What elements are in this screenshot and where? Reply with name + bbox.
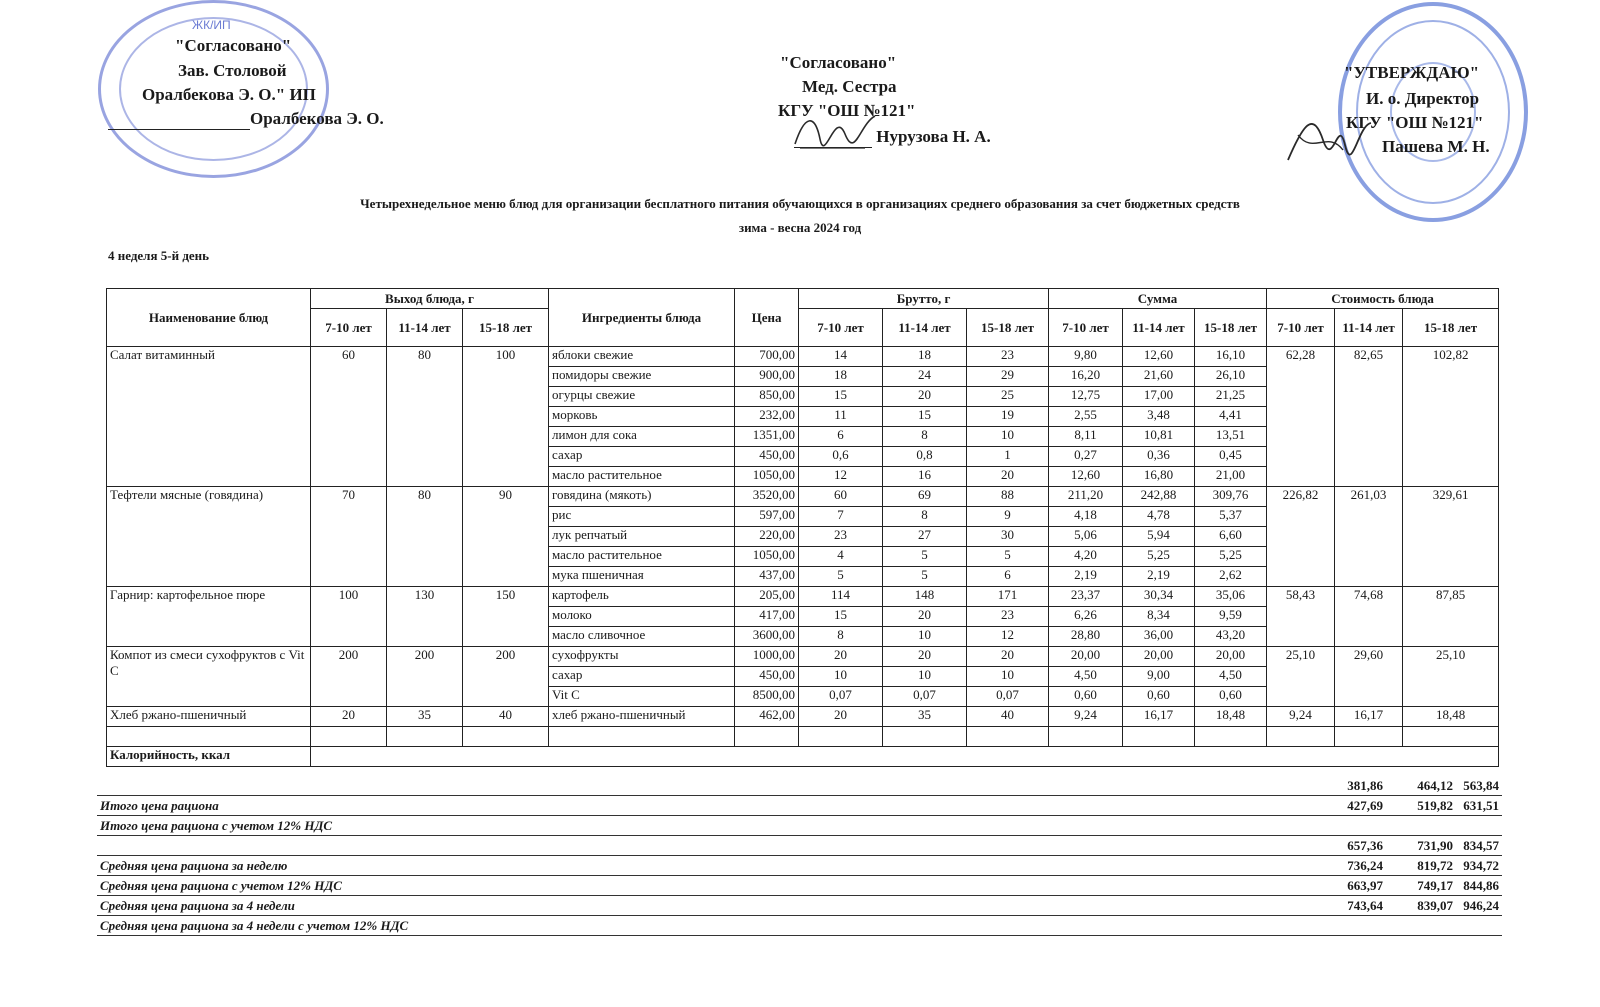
summary-label: Средняя цена рациона с учетом 12% НДС [100, 878, 342, 893]
ingredient-sum: 18,48 [1195, 707, 1267, 727]
summary-value: 381,86 [1347, 778, 1383, 793]
ingredient-sum: 2,55 [1049, 407, 1123, 427]
ingredient-brutto: 20 [799, 647, 883, 667]
ingredient-brutto: 15 [883, 407, 967, 427]
menu-table-body [107, 347, 1499, 767]
ingredient-price: 1050,00 [735, 467, 799, 487]
ingredient-brutto: 20 [883, 387, 967, 407]
ingredient-brutto: 69 [883, 487, 967, 507]
ingredient-sum: 0,45 [1195, 447, 1267, 467]
ingredient-brutto: 171 [967, 587, 1049, 607]
summary-row [97, 776, 1502, 796]
empty-cell [1195, 727, 1267, 747]
summary-row [97, 796, 1502, 816]
summary-value: 934,72 [1463, 858, 1499, 873]
ingredient-price: 462,00 [735, 707, 799, 727]
ingredient-sum: 16,10 [1195, 347, 1267, 367]
ingredient-name: масло растительное [549, 467, 735, 487]
dish-cost: 62,28 [1267, 347, 1335, 487]
ingredient-price: 850,00 [735, 387, 799, 407]
ingredient-brutto: 5 [799, 567, 883, 587]
ingredient-brutto: 8 [883, 427, 967, 447]
ingredient-sum: 5,06 [1049, 527, 1123, 547]
ingredient-sum: 211,20 [1049, 487, 1123, 507]
approval-middle-line2: Мед. Сестра [802, 77, 897, 96]
header-price: Цена [735, 289, 799, 347]
ingredient-sum: 4,50 [1049, 667, 1123, 687]
week-day-label: 4 неделя 5-й день [108, 248, 210, 263]
calorie-values [311, 747, 1499, 767]
ingredient-brutto: 10 [799, 667, 883, 687]
calorie-row [107, 747, 1499, 767]
ingredient-brutto: 23 [799, 527, 883, 547]
ingredient-name: масло сливочное [549, 627, 735, 647]
ingredient-name: огурцы свежие [549, 387, 735, 407]
header-age: 11-14 лет [387, 309, 463, 347]
ingredient-sum: 3,48 [1123, 407, 1195, 427]
ingredient-sum: 4,50 [1195, 667, 1267, 687]
ingredient-sum: 13,51 [1195, 427, 1267, 447]
approval-middle-line1: "Согласовано" [780, 53, 897, 72]
ingredient-sum: 30,34 [1123, 587, 1195, 607]
empty-cell [799, 727, 883, 747]
ingredient-sum: 4,78 [1123, 507, 1195, 527]
summary-value: 946,24 [1463, 898, 1499, 913]
ingredient-name: молоко [549, 607, 735, 627]
ingredient-brutto: 20 [967, 467, 1049, 487]
summary-row [97, 876, 1502, 896]
header-dish-name: Наименование блюд [107, 289, 311, 347]
ingredient-brutto: 14 [799, 347, 883, 367]
ingredient-sum: 12,75 [1049, 387, 1123, 407]
ingredient-name: картофель [549, 587, 735, 607]
header-age: 15-18 лет [1195, 309, 1267, 347]
dish-yield: 90 [463, 487, 549, 587]
empty-cell [735, 727, 799, 747]
empty-cell [1335, 727, 1403, 747]
dish-yield: 80 [387, 347, 463, 487]
ingredient-sum: 16,17 [1123, 707, 1195, 727]
summary-value: 743,64 [1347, 898, 1383, 913]
ingredient-name: помидоры свежие [549, 367, 735, 387]
ingredient-brutto: 20 [883, 647, 967, 667]
ingredient-brutto: 10 [967, 667, 1049, 687]
summary-value: 731,90 [1417, 838, 1453, 853]
ingredient-sum: 9,24 [1049, 707, 1123, 727]
empty-cell [1403, 727, 1499, 747]
summary-row [97, 896, 1502, 916]
dish-cost: 261,03 [1335, 487, 1403, 587]
summary-row [97, 836, 1502, 856]
ingredient-sum: 12,60 [1049, 467, 1123, 487]
menu-table [106, 288, 1499, 767]
ingredient-sum: 36,00 [1123, 627, 1195, 647]
summary-label: Средняя цена рациона за 4 недели [100, 898, 295, 913]
ingredient-price: 700,00 [735, 347, 799, 367]
dish-yield: 60 [311, 347, 387, 487]
ingredient-name: морковь [549, 407, 735, 427]
ingredient-brutto: 0,07 [967, 687, 1049, 707]
ingredient-sum: 43,20 [1195, 627, 1267, 647]
table-row-empty [107, 727, 1499, 747]
summary-value: 663,97 [1347, 878, 1383, 893]
summary-value: 657,36 [1347, 838, 1383, 853]
ingredient-sum: 5,37 [1195, 507, 1267, 527]
ingredient-name: яблоки свежие [549, 347, 735, 367]
empty-cell [883, 727, 967, 747]
ingredient-brutto: 4 [799, 547, 883, 567]
dish-name: Салат витаминный [107, 347, 311, 487]
ingredient-brutto: 148 [883, 587, 967, 607]
ingredient-brutto: 10 [883, 627, 967, 647]
ingredient-brutto: 8 [799, 627, 883, 647]
header-cost: Стоимость блюда [1267, 289, 1499, 309]
summary-label: Итого цена рациона [100, 798, 219, 813]
summary-value: 736,24 [1347, 858, 1383, 873]
signature-middle [790, 104, 880, 154]
ingredient-name: Vit C [549, 687, 735, 707]
ingredient-brutto: 1 [967, 447, 1049, 467]
empty-cell [549, 727, 735, 747]
ingredient-sum: 16,80 [1123, 467, 1195, 487]
header-brutto: Брутто, г [799, 289, 1049, 309]
dish-cost: 58,43 [1267, 587, 1335, 647]
empty-cell [311, 727, 387, 747]
ingredient-sum: 309,76 [1195, 487, 1267, 507]
dish-yield: 100 [463, 347, 549, 487]
ingredient-sum: 35,06 [1195, 587, 1267, 607]
dish-yield: 40 [463, 707, 549, 727]
dish-cost: 329,61 [1403, 487, 1499, 587]
ingredient-price: 450,00 [735, 667, 799, 687]
dish-yield: 20 [311, 707, 387, 727]
ingredient-name: рис [549, 507, 735, 527]
ingredient-sum: 23,37 [1049, 587, 1123, 607]
ingredient-brutto: 20 [799, 707, 883, 727]
dish-yield: 80 [387, 487, 463, 587]
ingredient-price: 1050,00 [735, 547, 799, 567]
ingredient-brutto: 60 [799, 487, 883, 507]
table-row [107, 587, 1499, 607]
ingredient-brutto: 0,6 [799, 447, 883, 467]
empty-cell [107, 727, 311, 747]
ingredient-brutto: 114 [799, 587, 883, 607]
ingredient-price: 437,00 [735, 567, 799, 587]
ingredient-sum: 2,62 [1195, 567, 1267, 587]
ingredient-sum: 0,60 [1195, 687, 1267, 707]
summary-section [97, 776, 1502, 936]
summary-value: 427,69 [1347, 798, 1383, 813]
ingredient-name: хлеб ржано-пшеничный [549, 707, 735, 727]
ingredient-brutto: 29 [967, 367, 1049, 387]
header-age: 7-10 лет [311, 309, 387, 347]
table-row [107, 647, 1499, 667]
header-age: 11-14 лет [1123, 309, 1195, 347]
ingredient-brutto: 10 [967, 427, 1049, 447]
header-age: 15-18 лет [463, 309, 549, 347]
table-row [107, 707, 1499, 727]
summary-row [97, 816, 1502, 836]
ingredient-brutto: 25 [967, 387, 1049, 407]
dish-yield: 150 [463, 587, 549, 647]
ingredient-name: масло растительное [549, 547, 735, 567]
summary-value: 749,17 [1417, 878, 1453, 893]
ingredient-sum: 242,88 [1123, 487, 1195, 507]
ingredient-sum: 0,27 [1049, 447, 1123, 467]
ingredient-brutto: 24 [883, 367, 967, 387]
ingredient-brutto: 15 [799, 387, 883, 407]
header-ingredients: Ингредиенты блюда [549, 289, 735, 347]
dish-name: Гарнир: картофельное пюре [107, 587, 311, 647]
ingredient-sum: 21,60 [1123, 367, 1195, 387]
ingredient-price: 417,00 [735, 607, 799, 627]
approval-middle-line3: КГУ "ОШ №121" [778, 101, 916, 120]
document-subtitle: зима - весна 2024 год [738, 220, 862, 235]
ingredient-sum: 0,36 [1123, 447, 1195, 467]
dish-cost: 226,82 [1267, 487, 1335, 587]
ingredient-sum: 0,60 [1049, 687, 1123, 707]
empty-cell [463, 727, 549, 747]
dish-name: Тефтели мясные (говядина) [107, 487, 311, 587]
ingredient-brutto: 20 [967, 647, 1049, 667]
ingredient-brutto: 19 [967, 407, 1049, 427]
dish-yield: 70 [311, 487, 387, 587]
ingredient-name: лимон для сока [549, 427, 735, 447]
ingredient-sum: 6,60 [1195, 527, 1267, 547]
ingredient-brutto: 18 [883, 347, 967, 367]
ingredient-brutto: 10 [883, 667, 967, 687]
dish-cost: 16,17 [1335, 707, 1403, 727]
approval-right-line2: И. о. Директор [1366, 89, 1480, 108]
ingredient-sum: 5,25 [1195, 547, 1267, 567]
summary-value: 631,51 [1463, 798, 1499, 813]
ingredient-name: мука пшеничная [549, 567, 735, 587]
ingredient-brutto: 12 [799, 467, 883, 487]
ingredient-brutto: 0,07 [799, 687, 883, 707]
ingredient-name: сахар [549, 447, 735, 467]
dish-cost: 29,60 [1335, 647, 1403, 707]
ingredient-brutto: 9 [967, 507, 1049, 527]
ingredient-sum: 12,60 [1123, 347, 1195, 367]
ingredient-brutto: 7 [799, 507, 883, 527]
header-age: 7-10 лет [1267, 309, 1335, 347]
ingredient-sum: 26,10 [1195, 367, 1267, 387]
dish-cost: 74,68 [1335, 587, 1403, 647]
approval-right-line3: КГУ "ОШ №121" [1346, 113, 1484, 132]
ingredient-name: сахар [549, 667, 735, 687]
summary-label: Итого цена рациона с учетом 12% НДС [100, 818, 333, 833]
header-age: 15-18 лет [1403, 309, 1499, 347]
ingredient-sum: 2,19 [1123, 567, 1195, 587]
ingredient-sum: 6,26 [1049, 607, 1123, 627]
document-title: Четырехнедельное меню блюд для организации бесплатного питания обучающихся в организациях среднего образования за счет бюджетных средств [360, 196, 1240, 211]
header-yield: Выход блюда, г [311, 289, 549, 309]
ingredient-brutto: 12 [967, 627, 1049, 647]
ingredient-brutto: 20 [883, 607, 967, 627]
ingredient-sum: 10,81 [1123, 427, 1195, 447]
ingredient-brutto: 6 [799, 427, 883, 447]
ingredient-brutto: 5 [967, 547, 1049, 567]
dish-cost: 87,85 [1403, 587, 1499, 647]
ingredient-brutto: 40 [967, 707, 1049, 727]
header-age: 11-14 лет [1335, 309, 1403, 347]
dish-cost: 25,10 [1403, 647, 1499, 707]
calorie-label: Калорийность, ккал [107, 747, 311, 767]
ingredient-brutto: 16 [883, 467, 967, 487]
dish-cost: 18,48 [1403, 707, 1499, 727]
table-row [107, 487, 1499, 507]
ingredient-brutto: 30 [967, 527, 1049, 547]
ingredient-price: 220,00 [735, 527, 799, 547]
dish-yield: 200 [387, 647, 463, 707]
ingredient-price: 205,00 [735, 587, 799, 607]
summary-value: 844,86 [1463, 878, 1499, 893]
dish-name: Компот из смеси сухофруктов с Vit C [107, 647, 311, 707]
table-row [107, 347, 1499, 367]
ingredient-price: 1351,00 [735, 427, 799, 447]
summary-row [97, 856, 1502, 876]
dish-yield: 100 [311, 587, 387, 647]
ingredient-brutto: 5 [883, 567, 967, 587]
approval-left-line2: Зав. Столовой [178, 61, 287, 80]
ingredient-sum: 4,20 [1049, 547, 1123, 567]
dish-cost: 9,24 [1267, 707, 1335, 727]
approval-right-line1: "УТВЕРЖДАЮ" [1344, 63, 1480, 82]
empty-cell [1267, 727, 1335, 747]
ingredient-name: сухофрукты [549, 647, 735, 667]
ingredient-sum: 17,00 [1123, 387, 1195, 407]
approval-left-line1: "Согласовано" [175, 36, 292, 55]
ingredient-price: 450,00 [735, 447, 799, 467]
summary-value: 464,12 [1417, 778, 1453, 793]
dish-yield: 200 [311, 647, 387, 707]
ingredient-price: 1000,00 [735, 647, 799, 667]
ingredient-price: 3600,00 [735, 627, 799, 647]
ingredient-brutto: 11 [799, 407, 883, 427]
ingredient-sum: 9,59 [1195, 607, 1267, 627]
ingredient-sum: 4,18 [1049, 507, 1123, 527]
ingredient-brutto: 18 [799, 367, 883, 387]
summary-value: 839,07 [1417, 898, 1453, 913]
dish-cost: 82,65 [1335, 347, 1403, 487]
ingredient-sum: 0,60 [1123, 687, 1195, 707]
empty-cell [387, 727, 463, 747]
header-age: 7-10 лет [799, 309, 883, 347]
ingredient-brutto: 15 [799, 607, 883, 627]
header-age: 15-18 лет [967, 309, 1049, 347]
ingredient-price: 597,00 [735, 507, 799, 527]
ingredient-sum: 4,41 [1195, 407, 1267, 427]
dish-yield: 130 [387, 587, 463, 647]
approval-left-line4: Оралбекова Э. О. [108, 108, 384, 130]
dish-yield: 35 [387, 707, 463, 727]
ingredient-brutto: 0,07 [883, 687, 967, 707]
summary-value: 834,57 [1463, 838, 1499, 853]
ingredient-sum: 20,00 [1049, 647, 1123, 667]
header-age: 7-10 лет [1049, 309, 1123, 347]
empty-cell [967, 727, 1049, 747]
ingredient-sum: 9,00 [1123, 667, 1195, 687]
summary-row [97, 916, 1502, 936]
ingredient-price: 900,00 [735, 367, 799, 387]
ingredient-price: 8500,00 [735, 687, 799, 707]
ingredient-sum: 21,25 [1195, 387, 1267, 407]
dish-name: Хлеб ржано-пшеничный [107, 707, 311, 727]
ingredient-brutto: 27 [883, 527, 967, 547]
ingredient-sum: 8,11 [1049, 427, 1123, 447]
empty-cell [1049, 727, 1123, 747]
ingredient-brutto: 23 [967, 347, 1049, 367]
ingredient-sum: 20,00 [1195, 647, 1267, 667]
ingredient-sum: 8,34 [1123, 607, 1195, 627]
ingredient-brutto: 5 [883, 547, 967, 567]
ingredient-brutto: 0,8 [883, 447, 967, 467]
approval-right-line4: Пашева М. Н. [1382, 137, 1490, 156]
ingredient-price: 3520,00 [735, 487, 799, 507]
ingredient-brutto: 23 [967, 607, 1049, 627]
ingredient-brutto: 88 [967, 487, 1049, 507]
ingredient-sum: 2,19 [1049, 567, 1123, 587]
approval-left-line3: Оралбекова Э. О." ИП [142, 85, 316, 104]
dish-yield: 200 [463, 647, 549, 707]
ingredient-sum: 16,20 [1049, 367, 1123, 387]
summary-label: Средняя цена рациона за 4 недели с учетом 12% НДС [100, 918, 409, 933]
ingredient-sum: 9,80 [1049, 347, 1123, 367]
summary-label: Средняя цена рациона за неделю [100, 858, 288, 873]
summary-value: 819,72 [1417, 858, 1453, 873]
ingredient-sum: 28,80 [1049, 627, 1123, 647]
empty-cell [1123, 727, 1195, 747]
ingredient-brutto: 8 [883, 507, 967, 527]
dish-cost: 25,10 [1267, 647, 1335, 707]
dish-cost: 102,82 [1403, 347, 1499, 487]
ingredient-brutto: 6 [967, 567, 1049, 587]
ingredient-brutto: 35 [883, 707, 967, 727]
ingredient-sum: 5,94 [1123, 527, 1195, 547]
ingredient-sum: 5,25 [1123, 547, 1195, 567]
ingredient-name: говядина (мякоть) [549, 487, 735, 507]
approval-middle-line4: Нурузова Н. А. [794, 126, 991, 148]
ingredient-sum: 20,00 [1123, 647, 1195, 667]
header-age: 11-14 лет [883, 309, 967, 347]
summary-value: 519,82 [1417, 798, 1453, 813]
ingredient-price: 232,00 [735, 407, 799, 427]
ingredient-name: лук репчатый [549, 527, 735, 547]
summary-value: 563,84 [1463, 778, 1499, 793]
header-sum: Сумма [1049, 289, 1267, 309]
ingredient-sum: 21,00 [1195, 467, 1267, 487]
stamp-left-text: ЖК/ИП [192, 18, 231, 32]
